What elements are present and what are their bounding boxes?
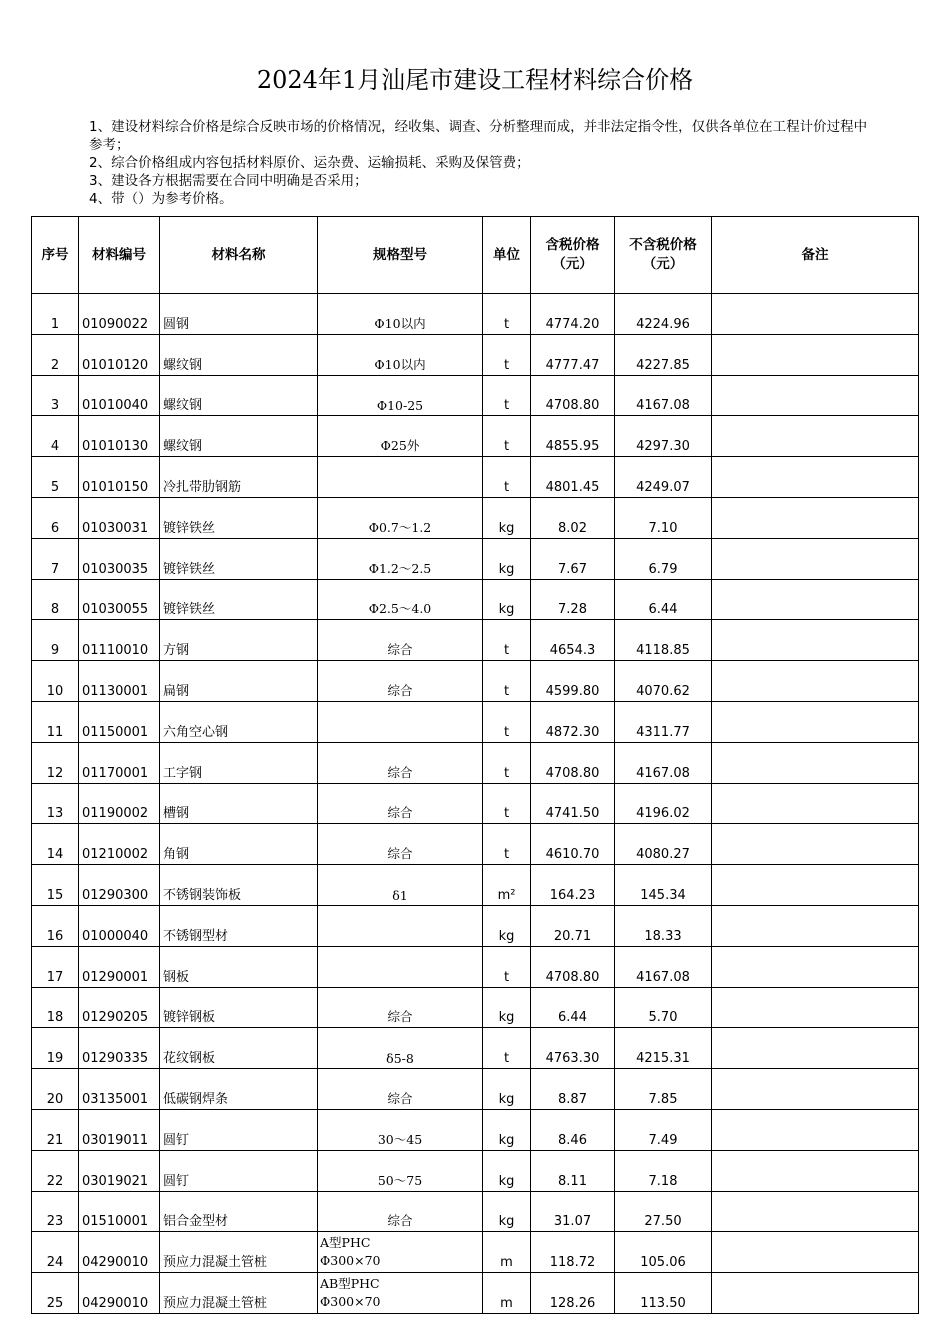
cell-remark	[712, 742, 919, 783]
table-header-row	[32, 217, 919, 294]
table-row	[32, 987, 919, 1028]
cell-unit: t	[483, 457, 531, 498]
table-row	[32, 579, 919, 620]
cell-spec-line2: Φ300×70	[320, 1293, 381, 1309]
cell-no: 22	[32, 1150, 79, 1191]
cell-price-tax: 4774.20	[531, 294, 615, 335]
cell-spec: 综合	[318, 1069, 483, 1110]
cell-code: 01010040	[79, 375, 160, 416]
cell-name: 预应力混凝土管桩	[160, 1232, 318, 1273]
cell-price-notax: 4118.85	[615, 620, 712, 661]
table-row	[32, 661, 919, 702]
cell-price-notax: 4227.85	[615, 334, 712, 375]
cell-price-notax: 4080.27	[615, 824, 712, 865]
cell-no: 16	[32, 905, 79, 946]
cell-code: 01290335	[79, 1028, 160, 1069]
cell-name: 角钢	[160, 824, 318, 865]
cell-price-tax: 7.67	[531, 538, 615, 579]
cell-name: 螺纹钢	[160, 416, 318, 457]
cell-price-notax: 27.50	[615, 1191, 712, 1232]
cell-no: 4	[32, 416, 79, 457]
cell-unit: t	[483, 620, 531, 661]
cell-no: 5	[32, 457, 79, 498]
cell-remark	[712, 946, 919, 987]
cell-code: 01010120	[79, 334, 160, 375]
cell-spec	[318, 457, 483, 498]
cell-code: 03019011	[79, 1109, 160, 1150]
cell-name: 花纹钢板	[160, 1028, 318, 1069]
note-1: 1、建设材料综合价格是综合反映市场的价格情况，经收集、调查、分析整理而成，并非法定指令性，仅供各单位在工程计价过程中参考；	[89, 119, 868, 153]
cell-price-notax: 4196.02	[615, 783, 712, 824]
cell-remark	[712, 1232, 919, 1273]
cell-spec	[318, 905, 483, 946]
cell-price-tax: 4872.30	[531, 701, 615, 742]
cell-unit: t	[483, 334, 531, 375]
cell-spec: Φ10以内	[318, 334, 483, 375]
cell-code: 01190002	[79, 783, 160, 824]
cell-spec	[318, 701, 483, 742]
header-price-tax	[531, 217, 615, 294]
cell-remark	[712, 334, 919, 375]
cell-price-tax: 6.44	[531, 987, 615, 1028]
cell-code: 01170001	[79, 742, 160, 783]
cell-price-notax: 4070.62	[615, 661, 712, 702]
cell-code: 03019021	[79, 1150, 160, 1191]
cell-spec: 综合	[318, 661, 483, 702]
cell-price-notax: 7.10	[615, 497, 712, 538]
cell-unit: kg	[483, 1109, 531, 1150]
header-price-notax-line2: （元）	[642, 256, 684, 272]
cell-no: 13	[32, 783, 79, 824]
table-row	[32, 1028, 919, 1069]
cell-no: 19	[32, 1028, 79, 1069]
cell-name: 预应力混凝土管桩	[160, 1273, 318, 1314]
table-row	[32, 334, 919, 375]
table-row	[32, 1191, 919, 1232]
cell-no: 14	[32, 824, 79, 865]
table-row	[32, 701, 919, 742]
cell-remark	[712, 1191, 919, 1232]
cell-name: 低碳钢焊条	[160, 1069, 318, 1110]
cell-code: 01510001	[79, 1191, 160, 1232]
cell-price-notax: 4167.08	[615, 946, 712, 987]
cell-no: 7	[32, 538, 79, 579]
cell-spec	[318, 946, 483, 987]
cell-price-tax: 4801.45	[531, 457, 615, 498]
header-spec: 规格型号	[318, 217, 483, 294]
cell-name: 不锈钢装饰板	[160, 865, 318, 906]
cell-remark	[712, 1028, 919, 1069]
cell-price-notax: 4215.31	[615, 1028, 712, 1069]
table-row	[32, 497, 919, 538]
table-row	[32, 865, 919, 906]
cell-unit: kg	[483, 1150, 531, 1191]
cell-spec: Φ10-25	[318, 375, 483, 416]
table-row	[32, 375, 919, 416]
cell-name: 镀锌铁丝	[160, 538, 318, 579]
cell-spec	[318, 1273, 483, 1314]
cell-name: 镀锌铁丝	[160, 579, 318, 620]
cell-unit: kg	[483, 1191, 531, 1232]
cell-price-tax: 4763.30	[531, 1028, 615, 1069]
cell-code: 01130001	[79, 661, 160, 702]
cell-remark	[712, 987, 919, 1028]
header-price-tax-line1: 含税价格	[545, 237, 600, 253]
cell-spec: 综合	[318, 742, 483, 783]
table-row	[32, 1069, 919, 1110]
cell-remark	[712, 1273, 919, 1314]
cell-spec: 综合	[318, 987, 483, 1028]
cell-remark	[712, 701, 919, 742]
cell-price-tax: 20.71	[531, 905, 615, 946]
cell-unit: t	[483, 701, 531, 742]
notes-section	[89, 118, 879, 208]
cell-unit: t	[483, 1028, 531, 1069]
cell-code: 01000040	[79, 905, 160, 946]
cell-no: 12	[32, 742, 79, 783]
table-row	[32, 742, 919, 783]
cell-remark	[712, 783, 919, 824]
table-row	[32, 824, 919, 865]
cell-code: 01090022	[79, 294, 160, 335]
cell-code: 01150001	[79, 701, 160, 742]
cell-price-tax: 4708.80	[531, 375, 615, 416]
cell-price-tax: 4654.3	[531, 620, 615, 661]
cell-name: 六角空心钢	[160, 701, 318, 742]
note-2: 2、综合价格组成内容包括材料原价、运杂费、运输损耗、采购及保管费；	[89, 155, 530, 171]
header-name: 材料名称	[160, 217, 318, 294]
header-price-tax-line2: （元）	[552, 256, 593, 272]
cell-price-notax: 6.44	[615, 579, 712, 620]
cell-name: 不锈钢型材	[160, 905, 318, 946]
cell-name: 工字钢	[160, 742, 318, 783]
header-price-notax	[615, 217, 712, 294]
cell-remark	[712, 457, 919, 498]
cell-spec: 综合	[318, 1191, 483, 1232]
cell-spec-line1: AB型PHC	[320, 1275, 380, 1291]
table-row	[32, 783, 919, 824]
cell-remark	[712, 620, 919, 661]
cell-spec: Φ2.5～4.0	[318, 579, 483, 620]
cell-price-tax: 8.46	[531, 1109, 615, 1150]
cell-spec: 30～45	[318, 1109, 483, 1150]
table-row	[32, 294, 919, 335]
cell-price-tax: 4855.95	[531, 416, 615, 457]
cell-price-notax: 4224.96	[615, 294, 712, 335]
cell-spec: δ1	[318, 865, 483, 906]
table-row	[32, 1109, 919, 1150]
cell-code: 04290010	[79, 1273, 160, 1314]
cell-remark	[712, 905, 919, 946]
cell-price-tax: 8.02	[531, 497, 615, 538]
cell-price-tax: 4599.80	[531, 661, 615, 702]
cell-unit: m²	[483, 865, 531, 906]
cell-name: 槽钢	[160, 783, 318, 824]
cell-price-tax: 118.72	[531, 1232, 615, 1273]
cell-remark	[712, 1150, 919, 1191]
cell-code: 03135001	[79, 1069, 160, 1110]
header-unit: 单位	[483, 217, 531, 294]
cell-price-notax: 7.18	[615, 1150, 712, 1191]
cell-unit: t	[483, 416, 531, 457]
cell-no: 17	[32, 946, 79, 987]
cell-remark	[712, 375, 919, 416]
cell-code: 04290010	[79, 1232, 160, 1273]
cell-name: 镀锌钢板	[160, 987, 318, 1028]
cell-unit: t	[483, 742, 531, 783]
cell-remark	[712, 579, 919, 620]
cell-spec: Φ10以内	[318, 294, 483, 335]
cell-price-notax: 6.79	[615, 538, 712, 579]
cell-remark	[712, 497, 919, 538]
cell-no: 18	[32, 987, 79, 1028]
cell-no: 9	[32, 620, 79, 661]
cell-price-notax: 4167.08	[615, 742, 712, 783]
cell-code: 01010130	[79, 416, 160, 457]
cell-price-tax: 8.11	[531, 1150, 615, 1191]
note-3: 3、建设各方根据需要在合同中明确是否采用；	[89, 173, 368, 189]
header-price-notax-line1: 不含税价格	[629, 237, 697, 253]
cell-price-notax: 4297.30	[615, 416, 712, 457]
cell-code: 01030031	[79, 497, 160, 538]
cell-spec	[318, 1232, 483, 1273]
cell-unit: t	[483, 661, 531, 702]
cell-remark	[712, 1109, 919, 1150]
cell-price-notax: 4167.08	[615, 375, 712, 416]
cell-no: 1	[32, 294, 79, 335]
cell-unit: t	[483, 783, 531, 824]
cell-unit: t	[483, 824, 531, 865]
cell-no: 15	[32, 865, 79, 906]
cell-no: 8	[32, 579, 79, 620]
header-remark: 备注	[712, 217, 919, 294]
cell-spec-line1: A型PHC	[320, 1235, 371, 1251]
cell-name: 螺纹钢	[160, 334, 318, 375]
cell-no: 3	[32, 375, 79, 416]
cell-code: 01030035	[79, 538, 160, 579]
cell-spec: 综合	[318, 620, 483, 661]
cell-price-tax: 4708.80	[531, 742, 615, 783]
cell-remark	[712, 824, 919, 865]
cell-no: 10	[32, 661, 79, 702]
cell-spec: Φ0.7～1.2	[318, 497, 483, 538]
cell-price-notax: 7.85	[615, 1069, 712, 1110]
cell-no: 11	[32, 701, 79, 742]
cell-no: 25	[32, 1273, 79, 1314]
cell-spec: 综合	[318, 783, 483, 824]
cell-name: 扁钢	[160, 661, 318, 702]
cell-unit: kg	[483, 905, 531, 946]
cell-price-notax: 113.50	[615, 1273, 712, 1314]
cell-price-tax: 4741.50	[531, 783, 615, 824]
cell-name: 镀锌铁丝	[160, 497, 318, 538]
cell-remark	[712, 538, 919, 579]
cell-no: 23	[32, 1191, 79, 1232]
cell-spec: δ5-8	[318, 1028, 483, 1069]
cell-price-tax: 4777.47	[531, 334, 615, 375]
table-row	[32, 1232, 919, 1273]
cell-remark	[712, 661, 919, 702]
table-row	[32, 905, 919, 946]
header-no: 序号	[32, 217, 79, 294]
cell-unit: kg	[483, 1069, 531, 1110]
cell-code: 01210002	[79, 824, 160, 865]
page-title: 2024年1月汕尾市建设工程材料综合价格	[256, 66, 694, 94]
cell-price-notax: 18.33	[615, 905, 712, 946]
cell-price-notax: 4249.07	[615, 457, 712, 498]
cell-remark	[712, 1069, 919, 1110]
cell-spec: Φ25外	[318, 416, 483, 457]
cell-price-tax: 7.28	[531, 579, 615, 620]
cell-code: 01290001	[79, 946, 160, 987]
cell-spec: Φ1.2～2.5	[318, 538, 483, 579]
cell-code: 01290205	[79, 987, 160, 1028]
table-row	[32, 1150, 919, 1191]
cell-name: 钢板	[160, 946, 318, 987]
cell-price-notax: 7.49	[615, 1109, 712, 1150]
table-row	[32, 538, 919, 579]
cell-unit: kg	[483, 987, 531, 1028]
cell-price-notax: 5.70	[615, 987, 712, 1028]
cell-no: 21	[32, 1109, 79, 1150]
cell-name: 圆钉	[160, 1150, 318, 1191]
note-4: 4、带（）为参考价格。	[89, 191, 233, 207]
cell-price-tax: 4708.80	[531, 946, 615, 987]
cell-no: 6	[32, 497, 79, 538]
cell-unit: m	[483, 1232, 531, 1273]
cell-remark	[712, 865, 919, 906]
cell-price-notax: 145.34	[615, 865, 712, 906]
cell-name: 方钢	[160, 620, 318, 661]
cell-price-notax: 105.06	[615, 1232, 712, 1273]
cell-name: 冷扎带肋钢筋	[160, 457, 318, 498]
cell-remark	[712, 416, 919, 457]
table-row	[32, 1273, 919, 1314]
cell-price-tax: 31.07	[531, 1191, 615, 1232]
cell-price-tax: 164.23	[531, 865, 615, 906]
cell-unit: kg	[483, 579, 531, 620]
cell-spec: 综合	[318, 824, 483, 865]
cell-name: 铝合金型材	[160, 1191, 318, 1232]
cell-name: 圆钉	[160, 1109, 318, 1150]
cell-price-tax: 128.26	[531, 1273, 615, 1314]
cell-unit: m	[483, 1273, 531, 1314]
cell-spec: 50～75	[318, 1150, 483, 1191]
cell-name: 圆钢	[160, 294, 318, 335]
table-row	[32, 416, 919, 457]
cell-price-tax: 8.87	[531, 1069, 615, 1110]
table-row	[32, 620, 919, 661]
cell-code: 01030055	[79, 579, 160, 620]
cell-no: 2	[32, 334, 79, 375]
cell-unit: kg	[483, 538, 531, 579]
cell-price-notax: 4311.77	[615, 701, 712, 742]
header-code: 材料编号	[79, 217, 160, 294]
cell-code: 01110010	[79, 620, 160, 661]
cell-price-tax: 4610.70	[531, 824, 615, 865]
cell-unit: kg	[483, 497, 531, 538]
cell-no: 24	[32, 1232, 79, 1273]
cell-code: 01010150	[79, 457, 160, 498]
cell-unit: t	[483, 946, 531, 987]
cell-code: 01290300	[79, 865, 160, 906]
cell-spec-line2: Φ300×70	[320, 1253, 381, 1269]
table-row	[32, 457, 919, 498]
cell-remark	[712, 294, 919, 335]
price-table	[31, 216, 919, 1314]
cell-name: 螺纹钢	[160, 375, 318, 416]
cell-unit: t	[483, 375, 531, 416]
cell-no: 20	[32, 1069, 79, 1110]
cell-unit: t	[483, 294, 531, 335]
table-row	[32, 946, 919, 987]
